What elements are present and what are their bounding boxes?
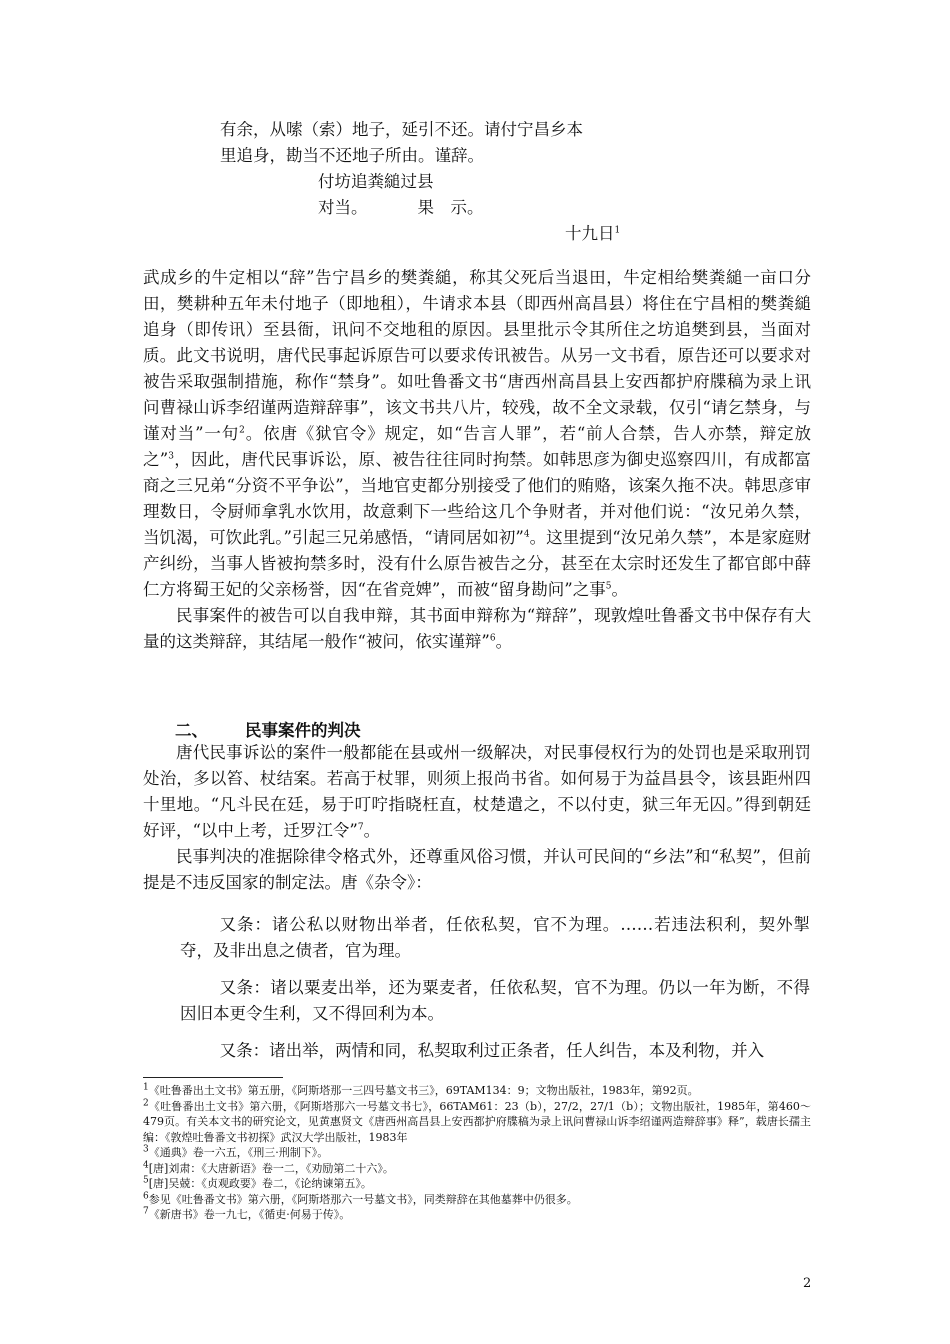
statute-article-3: 又条：诸出举，两情和同，私契取利过正条者，任人纠告，本及利物，并入 <box>219 1041 765 1060</box>
footnote-7: $^7$《新唐书》卷一九七，《循吏·何易于传》。 <box>143 1206 351 1221</box>
quote-line-1: 有余，从嗦（索）地子，延引不还。请付宁昌乡本 <box>220 120 583 139</box>
quote-line-3: 付坊追粪縋过县 <box>318 172 434 191</box>
paragraph-1: 武成乡的牛定相以“辞”告宁昌乡的樊粪縋，称其父死后当退田，牛定相给樊粪縋一亩口分田，樊耕种五年未付地子（即地租），牛请求本县（即西州高昌县）将住在宁昌相的樊粪縋追身（即传讯）至县衙，讯问不交地租的原因。县里批示令其所住之坊追樊到县，当面对质。此文书说明，唐代民事起诉原告可以要求传讯被告。从另一文书看，原告还可以要求对被告采取强制措施，称作“禁身”。如吐鲁番文书“唐西州高昌县上安西都护府牒稿为录上讯问曹禄山诉李绍谨两造辩辞事”，该文书共八片，较残，故不全文录载，仅引“请乞禁身，与谨对当”一句$^2$。依唐《狱官令》规定，如“告言人罪”，若“前人合禁，告人亦禁，辩定放之”$^3$，因此，唐代民事诉讼，原、被告往往同时拘禁。如韩思彦为御史巡察四川，有成都富商之三兄弟“分资不平争讼”，当地官吏都分别接受了他们的贿赂，该案久拖不决。韩思彦审理数日，令厨师拿乳水饮用，故意剩下一些给这几个争财者，并对他们说：“汝兄弟久禁，当饥渴，可饮此乳。”引起三兄弟感悟，“请同居如初”$^4$。这里提到“汝兄弟久禁”，本是家庭财产纠纷，当事人皆被拘禁多时，没有什么原告被告之分，甚至在太宗时还发生了都官郎中薛仁方将蜀王妃的父亲杨誉，因“在省竞婢”，而被“留身勘问”之事$^5$。 <box>143 268 812 599</box>
section-heading <box>175 717 361 741</box>
statute-quote <box>180 912 810 1075</box>
footnote-2: $^2$《吐鲁番出土文书》第六册，《阿斯塔那六一号墓文书七》，66TAM61：23（b），27/2，27/1（b）；文物出版社，1985年，第460～479页。有关本文书的研究论文，见黄惠贤文《唐西州高昌县上安西都护府牒稿为录上讯问曹禄山诉李绍谨两造辩辞事》释”，载唐长孺主编：《敦煌吐鲁番文书初探》武汉大学出版社，1983年 <box>143 1097 812 1144</box>
section-title: 民事案件的判决 <box>245 721 361 740</box>
footnote-1: $^1$《吐鲁番出土文书》第五册，《阿斯塔那一三四号墓文书三》，69TAM134：9；文物出版社，1983年，第92页。 <box>143 1082 699 1097</box>
footnote-3: $^3$《通典》卷一六五，《刑三·刑制下》。 <box>143 1144 329 1159</box>
footnote-4: $^4$[唐]刘肃：《大唐新语》卷一二，《劝励第二十六》。 <box>143 1159 394 1175</box>
footnote-ref-1: 1 <box>614 225 621 236</box>
body-section-1 <box>143 265 811 655</box>
footnote-ref-4: 4 <box>523 529 530 540</box>
footnote-separator <box>143 1077 283 1078</box>
section-number: 二、 <box>175 721 208 740</box>
paragraph-4: 民事判决的准据除律令格式外，还尊重风俗习惯，并认可民间的“乡法”和“私契”，但前提是不违反国家的制定法。唐《杂令》： <box>143 847 811 892</box>
footnote-ref-5: 5 <box>605 581 612 592</box>
quote-date <box>565 221 620 247</box>
paragraph-2: 民事案件的被告可以自我申辩，其书面申辩称为“辩辞”，现敦煌吐鲁番文书中保存有大量的这类辩辞，其结尾一般作“被问，依实谨辩”$^6$。 <box>143 606 811 651</box>
quote-line-2: 里追身，勘当不还地子所由。谨辞。 <box>220 146 484 165</box>
footnote-5: $^5$[唐]吴兢：《贞观政要》卷二，《论纳谏第五》。 <box>143 1175 372 1190</box>
footnote-6: $^6$参见《吐鲁番文书》第六册，《阿斯塔那六一号墓文书》，同类辩辞在其他墓葬中仍很多。 <box>143 1190 578 1206</box>
footnote-ref-3: 3 <box>168 451 174 462</box>
quote-date-text: 十九日 <box>565 224 615 243</box>
quote-line-4-a: 对当。 <box>318 198 368 217</box>
footnotes <box>143 1083 811 1223</box>
statute-article-1: 又条：诸公私以财物出举者，任依私契，官不为理。……若违法积利，契外掣夺，及非出息之债者，官为理。 <box>180 915 810 960</box>
footnote-ref-7: 7 <box>357 822 364 833</box>
statute-article-2: 又条：诸以粟麦出举，还为粟麦者，任依私契，官不为理。仍以一年为断，不得因旧本更令生利，又不得回利为本。 <box>180 978 810 1023</box>
body-section-2 <box>143 740 811 896</box>
paragraph-3: 唐代民事诉讼的案件一般都能在县或州一级解决，对民事侵权行为的处罚也是采取刑罚处治，多以笞、杖结案。若高于杖罪，则须上报尚书省。如何易于为益昌县令，该县距州四十里地。“凡斗民在廷，易于叮咛指晓枉直，杖楚遣之，不以付吏，狱三年无囚。”得到朝廷好评，“以中上考，迁罗江令”$^7$。 <box>143 743 811 840</box>
quote-line-4-b: 果 示。 <box>417 198 484 217</box>
quote-line-4 <box>318 195 484 221</box>
footnote-ref-2: 2 <box>239 425 245 436</box>
page-number: 2 <box>803 1276 812 1291</box>
footnote-ref-6: 6 <box>489 633 496 644</box>
